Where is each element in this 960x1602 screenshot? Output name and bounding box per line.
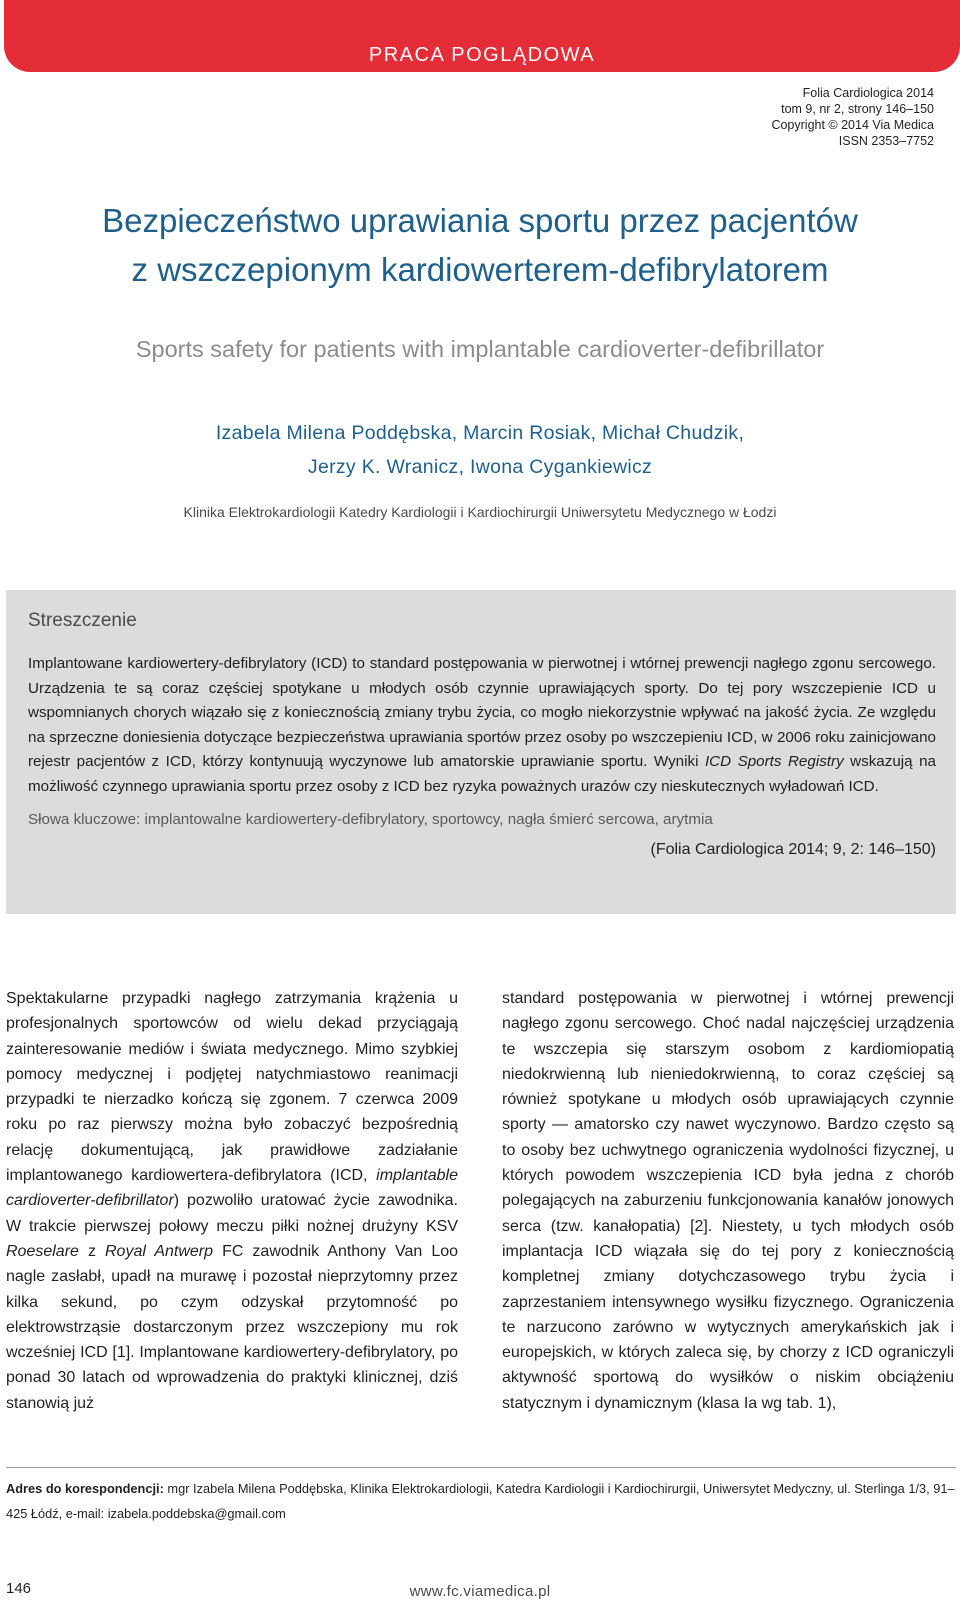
authors-line-2: Jerzy K. Wranicz, Iwona Cygankiewicz (307, 456, 653, 478)
body-left-part-1: Spektakularne przypadki nagłego zatrzymania krążenia u profesjonalnych sportowców od wielu dekad przyciągają zainteresowanie mediów i świata medycznego. Mimo szybkiej pomocy medycznej i podjętej natychmiastowo reanimacji przypadki te nierzadko kończą się zgonem. 7 czerwca 2009 roku po raz pierwszy można było zobaczyć bezpośrednią relację dokumentującą, jak prawidłowe zadziałanie implantowanego kardiowertera-defibrylatora (ICD, (6, 990, 458, 1185)
abstract-text (28, 652, 936, 800)
title-line-1: Bezpieczeństwo uprawiania sportu przez pacjentów (102, 202, 858, 239)
abstract-text-part-2: wskazują na możliwość czynnego uprawiania sportu przez osoby z ICD bez ryzyka poważnych urazów czy nieskutecznych wyładowań ICD. (28, 753, 936, 795)
journal-info (771, 85, 934, 149)
body-column-left (6, 986, 458, 1416)
footnote-text: mgr Izabela Milena Poddębska, Klinika Elektrokardiologii, Katedra Kardiologii i Kardiochirurgii, Uniwersytet Medyczny, ul. Sterlinga 1/3, 91–425 Łódź, e-mail: izabela.poddebska@gmail.com (6, 1481, 955, 1521)
body-left-part-3: FC zawodnik Anthony Van Loo nagle zasłabł, upadł na murawę i pozostał nieprzytomny przez kilka sekund, po czym odzyskał przytomność po elektrowstrząsie dostarczonym przez wszczepiony mu rok wcześniej ICD [1]. Implantowane kardiowertery-defibrylatory, po ponad 30 latach od wprowadzenia do praktyki klinicznej, dziś stanowią już (6, 1242, 459, 1412)
correspondence-footnote (6, 1476, 956, 1526)
abstract-text-part-1: Implantowane kardiowertery-defibrylatory (ICD) to standard postępowania w pierwotnej i wtórnej prewencji nagłego zgonu sercowego. Urządzenia te są coraz częściej spotykane u młodych osób czynnie uprawiających sporty. Do tej pory wszczepienie ICD u wspomnianych chorych wiązało się z koniecznością zmiany trybu życia, co mogło niekorzystnie wpływać na jakość życia. Ze względu na sprzeczne doniesienia dotyczące bezpieczeństwa uprawiania sportów przez osoby po wszczepieniu ICD, w 2006 roku zainicjowano rejestr pacjentów z ICD, którzy kontynuują wyczynowe lub amatorskie uprawianie sportu. Wyniki (28, 655, 936, 771)
journal-issn: ISSN 2353–7752 (838, 134, 934, 148)
team-name-1: Roeselare (6, 1242, 79, 1260)
footnote-divider (6, 1467, 956, 1468)
title-line-2: z wszczepionym kardiowerterem-defibrylatorem (131, 251, 829, 288)
journal-volume: tom 9, nr 2, strony 146–150 (781, 102, 934, 116)
section-label: PRACA POGLĄDOWA (368, 44, 596, 66)
citation: (Folia Cardiologica 2014; 9, 2: 146–150) (650, 840, 936, 858)
abstract-heading: Streszczenie (28, 610, 137, 631)
journal-copyright: Copyright © 2014 Via Medica (771, 118, 934, 132)
website-link[interactable]: www.fc.viamedica.pl (409, 1583, 551, 1600)
body-left-connector: z (78, 1242, 105, 1260)
section-banner (4, 0, 960, 72)
icd-expansion: implantable cardioverter-defibrillator (6, 1167, 458, 1210)
team-name-2: Royal Antwerp (105, 1242, 214, 1260)
authors-line-1: Izabela Milena Poddębska, Marcin Rosiak, Michał Chudzik, (215, 422, 745, 444)
abstract-box (6, 590, 956, 914)
body-left-part-2: ) pozwoliło uratować życie zawodnika. W trakcie pierwszej połowy meczu piłki nożnej drużyny KSV (6, 1192, 458, 1235)
page-number: 146 (6, 1580, 32, 1597)
journal-name: Folia Cardiologica 2014 (802, 86, 934, 100)
registry-name: ICD Sports Registry (704, 753, 844, 771)
article-subtitle: Sports safety for patients with implantable cardioverter-defibrillator (135, 336, 825, 362)
body-column-right: standard postępowania w pierwotnej i wtórnej prewencji nagłego zgonu sercowego. Choć nadal najczęściej urządzenia te wszczepia się starszym osobom z kardiomiopatią niedokrwienną lub nieniedokrwienną, to coraz częściej są również spotykane u młodych osób uprawiających czynnie sporty — amatorsko czy nawet wyczynowo. Bardzo często są to osoby bez uchwytnego ograniczenia wydolności fizycznej, u których powodem wszczepienia ICD była jedna z chorób polegających na zaburzeniu funkcjonowania kanałów jonowych serca (tzw. kanałopatia) [2]. Niestety, u tych młodych osób implantacja ICD wiązała się do tej pory z koniecznością kompletnej zmiany dotychczasowego trybu życia i zaprzestaniem intensywnego wysiłku fizycznego. Ograniczenia te narzucono zarówno w wytycznych amerykańskich jak i europejskich, w których zaleca się, by chorzy z ICD ograniczyli aktywność sportową do wysiłków o niskim obciążeniu statycznym i dynamicznym (klasa Ia wg tab. 1), (502, 990, 954, 1412)
authors (0, 416, 960, 484)
footnote-label: Adres do korespondencji: (6, 1481, 164, 1496)
article-title (0, 196, 960, 294)
keywords: Słowa kluczowe: implantowalne kardiowertery-defibrylatory, sportowcy, nagła śmierć sercowa, arytmia (28, 810, 713, 828)
affiliation: Klinika Elektrokardiologii Katedry Kardiologii i Kardiochirurgii Uniwersytetu Medycznego w Łodzi (183, 504, 777, 520)
